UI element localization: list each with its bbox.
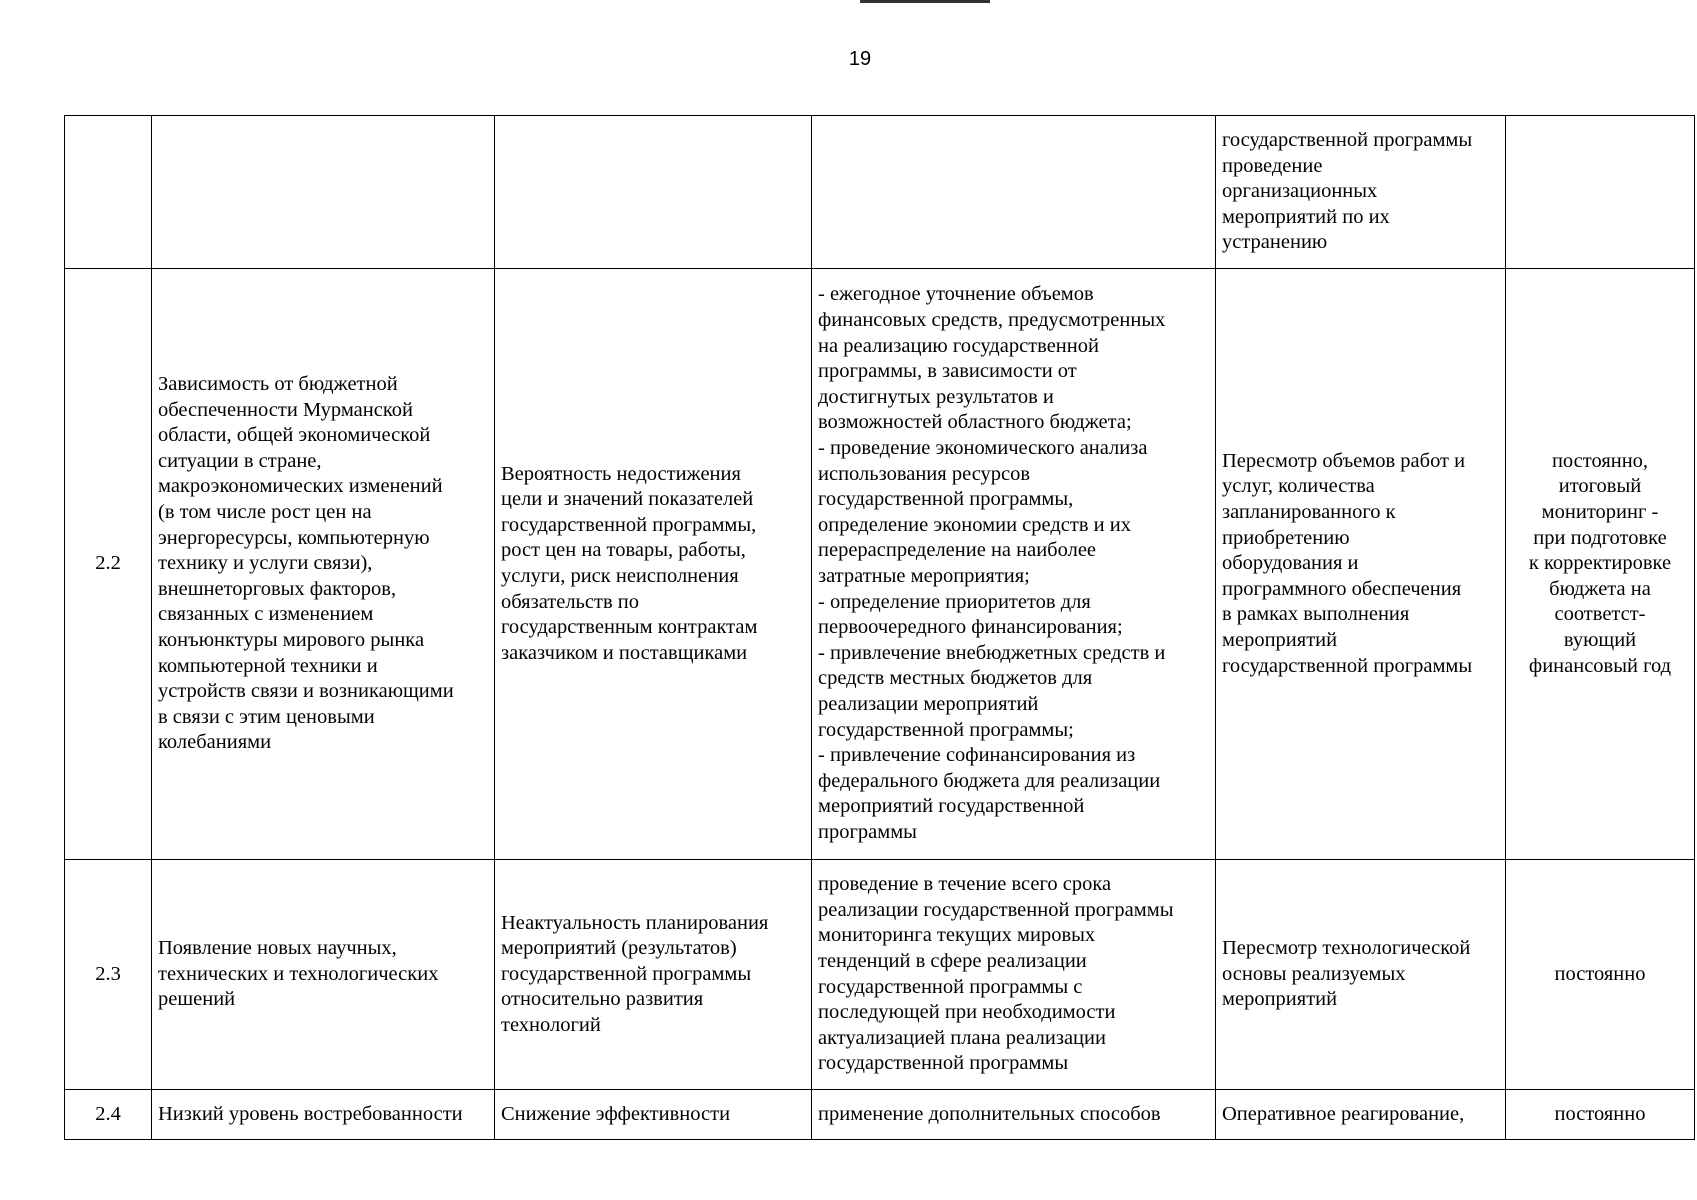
table-row	[65, 269, 1695, 860]
term-cell	[1506, 116, 1695, 269]
risk-table	[64, 115, 1695, 1140]
term-cell: постоянно, итоговый мониторинг - при подготовке к корректировке бюджета на соответст- вующий финансовый год	[1506, 269, 1695, 860]
risk-cell: Низкий уровень востребованности	[152, 1090, 495, 1140]
measures-cell: - ежегодное уточнение объемов финансовых средств, предусмотренных на реализацию государственной программы, в зависимости от достигнутых результатов и возможностей областного бюджета; - проведение экономического анализа использования ресурсов государственной программы, определение экономии средств и их перераспределение на наиболее затратные мероприятия; - определение приоритетов для первоочередного финансирования; - привлечение внебюджетных средств и средств местных бюджетов для реализации мероприятий государственной программы; - привлечение софинансирования из федерального бюджета для реализации мероприятий государственной программы	[812, 269, 1216, 860]
row-number-cell: 2.3	[65, 860, 152, 1090]
measures-cell: применение дополнительных способов	[812, 1090, 1216, 1140]
consequence-cell: Неактуальность планирования мероприятий (результатов) государственной программы относительно развития технологий	[495, 860, 812, 1090]
row-number-cell	[65, 116, 152, 269]
response-cell: государственной программы проведение организационных мероприятий по их устранению	[1216, 116, 1506, 269]
risk-cell	[152, 116, 495, 269]
row-number-cell: 2.2	[65, 269, 152, 860]
risk-cell: Зависимость от бюджетной обеспеченности Мурманской области, общей экономической ситуации в стране, макроэкономических изменений (в том числе рост цен на энергоресурсы, компьютерную технику и услуги связи), внешнеторговых факторов, связанных с изменением конъюнктуры мирового рынка компьютерной техники и устройств связи и возникающими в связи с этим ценовыми колебаниями	[152, 269, 495, 860]
risk-cell: Появление новых научных, технических и технологических решений	[152, 860, 495, 1090]
consequence-cell: Снижение эффективности	[495, 1090, 812, 1140]
row-number-cell: 2.4	[65, 1090, 152, 1140]
term-cell: постоянно	[1506, 1090, 1695, 1140]
response-cell: Оперативное реагирование,	[1216, 1090, 1506, 1140]
response-cell: Пересмотр технологической основы реализуемых мероприятий	[1216, 860, 1506, 1090]
measures-cell: проведение в течение всего срока реализации государственной программы мониторинга текущих мировых тенденций в сфере реализации государственной программы с последующей при необходимости актуализацией плана реализации государственной программы	[812, 860, 1216, 1090]
consequence-cell: Вероятность недостижения цели и значений показателей государственной программы, рост цен на товары, работы, услуги, риск неисполнения обязательств по государственным контрактам заказчиком и поставщиками	[495, 269, 812, 860]
consequence-cell	[495, 116, 812, 269]
table-row	[65, 1090, 1695, 1140]
term-cell: постоянно	[1506, 860, 1695, 1090]
page-number: 19	[848, 48, 872, 70]
top-edge-mark	[860, 0, 990, 3]
measures-cell	[812, 116, 1216, 269]
table-row	[65, 116, 1695, 269]
table-row	[65, 860, 1695, 1090]
response-cell: Пересмотр объемов работ и услуг, количества запланированного к приобретению оборудования и программного обеспечения в рамках выполнения мероприятий государственной программы	[1216, 269, 1506, 860]
